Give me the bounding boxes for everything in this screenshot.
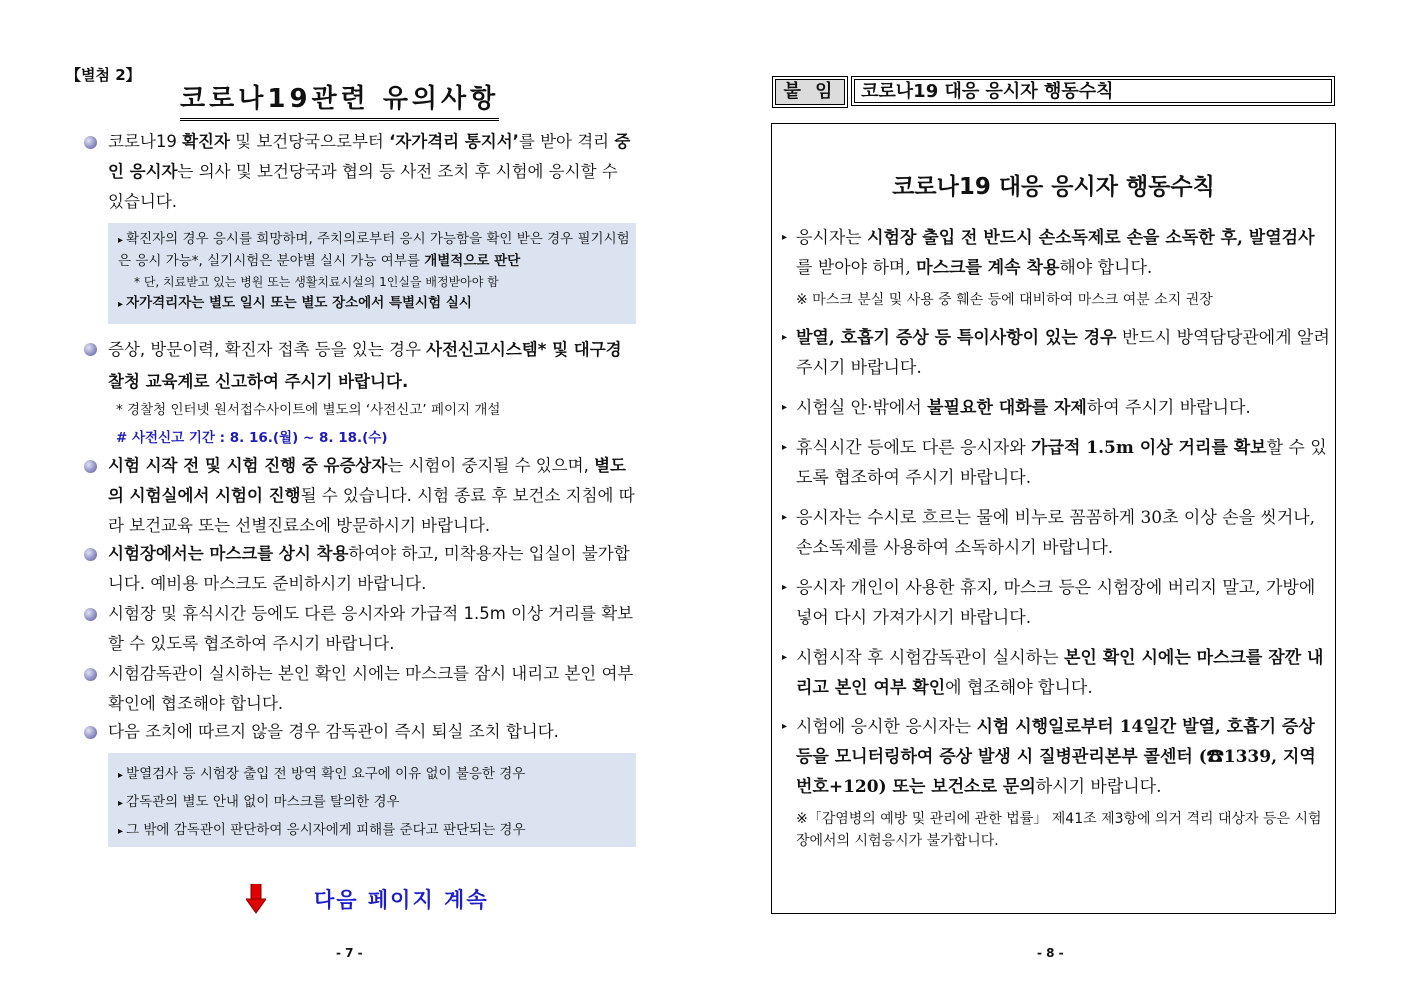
- list-item: ▸ 시험시작 후 시험감독관이 실시하는 본인 확인 시에는 마스크를 잠깐 내리고 본인 여부 확인에 협조해야 합니다.: [782, 643, 1330, 703]
- triangle-icon: ▸: [118, 826, 124, 837]
- triangle-icon: ▸: [782, 582, 788, 593]
- list-item: ▸ 시험실 안·밖에서 불필요한 대화를 자제하여 주시기 바랍니다.: [782, 393, 1330, 423]
- triangle-icon: ▸: [118, 770, 124, 781]
- bullet-icon: [84, 136, 97, 149]
- triangle-icon: ▸: [782, 652, 788, 663]
- list-item: 시험감독관이 실시하는 본인 확인 시에는 마스크를 잠시 내리고 본인 여부 확인에 협조해야 합니다.: [84, 659, 636, 719]
- page-number: - 7 -: [336, 946, 363, 960]
- triangle-icon: ▸: [782, 332, 788, 343]
- notice-period: # 사전신고 기간 : 8. 16.(월) ~ 8. 18.(수): [116, 430, 388, 446]
- triangle-icon: ▸: [782, 721, 788, 732]
- info-box: ▸ 확진자의 경우 응시를 희망하며, 주치의로부터 응시 가능함을 확인 받은 경우 필기시험은 응시 가능*, 실기시험은 분야별 실시 가능 여부를 개별적으로 판단 * 단, 치료받고 있는 병원 또는 생활치료시설의 1인실을 배정받아야 함 ▸ 자가격리자는 별도 일시 또는 별도 장소에서 특별시험 실시: [108, 223, 636, 324]
- triangle-icon: ▸: [782, 232, 788, 243]
- attachment-label: 붙 임: [772, 76, 848, 108]
- page-title: 코로나19관련 유의사항: [180, 82, 499, 121]
- page-number: - 8 -: [1037, 946, 1064, 960]
- triangle-icon: ▸: [782, 442, 788, 453]
- list-item: ▸ 응시자는 수시로 흐르는 물에 비누로 꼼꼼하게 30초 이상 손을 씻거나, 손소독제를 사용하여 소독하시기 바랍니다.: [782, 503, 1330, 563]
- bullet-icon: [84, 608, 97, 621]
- list-item: 시험 시작 전 및 시험 진행 중 유증상자는 시험이 중지될 수 있으며, 별도의 시험실에서 시험이 진행될 수 있습니다. 시험 종료 후 보건소 지침에 따라 보건교육 또는 선별진료소에 방문하시기 바랍니다.: [84, 451, 636, 541]
- list-item: 코로나19 확진자 및 보건당국으로부터 ‘자가격리 통지서’를 받아 격리 중인 응시자는 의사 및 보건당국과 협의 등 사전 조치 후 시험에 응시할 수 있습니다.: [84, 127, 636, 217]
- list-item: ▸ 휴식시간 등에도 다른 응시자와 가급적 1.5m 이상 거리를 확보할 수 있도록 협조하여 주시기 바랍니다.: [782, 433, 1330, 493]
- bullet-icon: [84, 548, 97, 561]
- header-title: 코로나19 대응 응시자 행동수칙: [851, 76, 1335, 106]
- list-item: 시험장 및 휴식시간 등에도 다른 응시자와 가급적 1.5m 이상 거리를 확보할 수 있도록 협조하여 주시기 바랍니다.: [84, 599, 636, 659]
- triangle-icon: ▸: [782, 402, 788, 413]
- footnote: * 경찰청 인터넷 원서접수사이트에 별도의 ‘사전신고’ 페이지 개설: [116, 402, 501, 418]
- guidelines-title: 코로나19 대응 응시자 행동수칙: [892, 174, 1215, 200]
- continue-text: 다음 페이지 계속: [314, 888, 489, 912]
- bullet-icon: [84, 668, 97, 681]
- triangle-icon: ▸: [782, 512, 788, 523]
- bullet-icon: [84, 343, 97, 356]
- triangle-icon: ▸: [118, 798, 124, 809]
- list-item: ▸ 응시자는 시험장 출입 전 반드시 손소독제로 손을 소독한 후, 발열검사를 받아야 하며, 마스크를 계속 착용해야 합니다.: [782, 223, 1330, 283]
- list-item: 증상, 방문이력, 확진자 접촉 등을 있는 경우 사전신고시스템* 및 대구경찰청 교육계로 신고하여 주시기 바랍니다.: [84, 334, 636, 398]
- attachment-tag: 【별첨 2】: [66, 66, 141, 84]
- bullet-icon: [84, 726, 97, 739]
- triangle-icon: ▸: [118, 299, 124, 310]
- list-item: ▸ 응시자 개인이 사용한 휴지, 마스크 등은 시험장에 버리지 말고, 가방에 넣어 다시 가져가시기 바랍니다.: [782, 573, 1330, 633]
- triangle-icon: ▸: [118, 235, 124, 246]
- list-item: 시험장에서는 마스크를 상시 착용하여야 하고, 미착용자는 입실이 불가합니다. 예비용 마스크도 준비하시기 바랍니다.: [84, 539, 636, 599]
- info-box: ▸ 발열검사 등 시험장 출입 전 방역 확인 요구에 이유 없이 불응한 경우 ▸ 감독관의 별도 안내 없이 마스크를 탈의한 경우 ▸ 그 밖에 감독관이 판단하여 응시자에게 피해를 준다고 판단되는 경우: [108, 753, 636, 847]
- legal-note: ※「감염병의 예방 및 관리에 관한 법률」 제41조 제3항에 의거 격리 대상자 등은 시험장에서의 시험응시가 불가합니다.: [796, 811, 1322, 849]
- footnote: ※ 마스크 분실 및 사용 중 훼손 등에 대비하여 마스크 여분 소지 권장: [796, 292, 1213, 308]
- list-item: 다음 조치에 따르지 않을 경우 감독관이 즉시 퇴실 조치 합니다.: [84, 717, 636, 747]
- arrow-down-icon: [246, 884, 266, 914]
- bullet-icon: [84, 460, 97, 473]
- list-item: ▸ 시험에 응시한 응시자는 시험 시행일로부터 14일간 발열, 호흡기 증상 등을 모니터링하여 증상 발생 시 질병관리본부 콜센터 (☎1339, 지역번호+120) 또는 보건소로 문의하시기 바랍니다.: [782, 712, 1330, 802]
- list-item: ▸ 발열, 호흡기 증상 등 특이사항이 있는 경우 반드시 방역담당관에게 알려주시기 바랍니다.: [782, 323, 1330, 383]
